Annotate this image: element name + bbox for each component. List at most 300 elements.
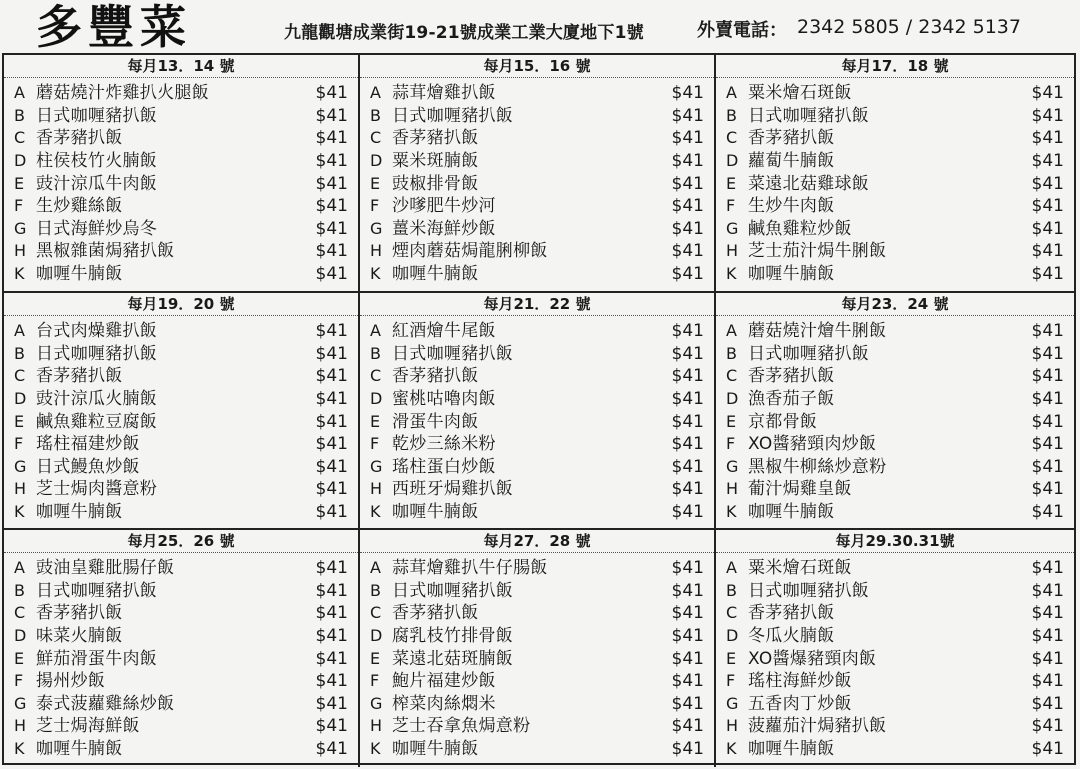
menu-item-name: 蒜茸燴雞扒牛仔腸飯: [392, 558, 548, 579]
menu-item-name: 香茅豬扒飯: [36, 366, 123, 387]
menu-item-price: $41: [1031, 648, 1064, 669]
menu-item: [4, 557, 358, 580]
menu-item-list: [716, 553, 1074, 760]
menu-item-price: $41: [315, 716, 348, 737]
menu-item-code: F: [370, 434, 380, 454]
menu-item: [360, 240, 714, 263]
menu-item-code: D: [14, 626, 27, 646]
menu-item-name: 煙肉蘑菇焗龍脷柳飯: [392, 241, 548, 262]
menu-item-name: 日式咖喱豬扒飯: [36, 343, 158, 364]
menu-item-name: 豉油皇雞肶腸仔飯: [36, 558, 175, 579]
menu-item: [4, 105, 358, 128]
menu-item-price: $41: [1031, 83, 1064, 104]
menu-item-price: $41: [671, 603, 704, 624]
menu-item-code: H: [370, 241, 383, 261]
menu-item: [360, 557, 714, 580]
menu-item-price: $41: [671, 434, 704, 455]
menu-item-code: B: [726, 105, 737, 125]
menu-item-name: 香茅豬扒飯: [748, 366, 835, 387]
menu-item-price: $41: [315, 128, 348, 149]
menu-section-title: 每月23．24 號: [716, 293, 1074, 316]
menu-item: [716, 625, 1074, 648]
menu-item-name: 香茅豬扒飯: [392, 366, 479, 387]
menu-item-code: K: [14, 264, 25, 284]
menu-item-price: $41: [1031, 366, 1064, 387]
menu-item: [716, 456, 1074, 479]
menu-item: [360, 365, 714, 388]
menu-item-code: C: [726, 603, 738, 623]
menu-item-price: $41: [671, 502, 704, 523]
menu-section-title: 每月19．20 號: [4, 293, 358, 316]
menu-item-price: $41: [1031, 456, 1064, 477]
menu-item-price: $41: [1031, 241, 1064, 262]
menu-item-name: 榨菜肉絲燜米: [392, 693, 496, 714]
menu-item-code: D: [370, 389, 383, 409]
menu-section: [4, 530, 360, 767]
menu-item: [4, 343, 358, 366]
menu-item-code: C: [370, 128, 382, 148]
menu-item-name: 芝士吞拿魚焗意粉: [392, 716, 531, 737]
menu-item-name: 日式鰻魚炒飯: [36, 456, 140, 477]
menu-item-name: 菜遠北菇雞球飯: [748, 173, 870, 194]
menu-item-price: $41: [315, 105, 348, 126]
menu-section: [716, 530, 1074, 767]
menu-item-code: K: [14, 739, 25, 759]
menu-item-code: H: [370, 716, 383, 736]
menu-item-price: $41: [1031, 671, 1064, 692]
menu-item-code: G: [14, 693, 27, 713]
menu-item: [4, 693, 358, 716]
menu-item-code: C: [726, 128, 738, 148]
menu-item-code: K: [14, 502, 25, 522]
menu-item-list: [716, 78, 1074, 285]
menu-item-name: 咖喱牛腩飯: [748, 264, 835, 285]
menu-item-name: 沙嗲肥牛炒河: [392, 196, 496, 217]
menu-item-name: 蘿蔔牛腩飯: [748, 151, 835, 172]
menu-item: [4, 715, 358, 738]
menu-item-name: 台式肉燥雞扒飯: [36, 321, 158, 342]
menu-item: [4, 218, 358, 241]
menu-item-code: D: [14, 151, 27, 171]
menu-item-price: $41: [671, 151, 704, 172]
menu-item: [360, 602, 714, 625]
menu-item-name: 豉汁涼瓜火腩飯: [36, 389, 158, 410]
restaurant-address: 九龍觀塘成業街19-21號成業工業大廈地下1號: [284, 23, 644, 43]
menu-section-title: 每月27．28 號: [360, 530, 714, 553]
menu-item: [4, 602, 358, 625]
menu-item-code: E: [370, 648, 381, 668]
menu-section: [360, 55, 716, 293]
menu-item-code: K: [370, 502, 381, 522]
menu-item-price: $41: [1031, 218, 1064, 239]
menu-item: [716, 501, 1074, 524]
menu-item-name: 日式咖喱豬扒飯: [748, 105, 870, 126]
menu-item-price: $41: [315, 389, 348, 410]
menu-item: [4, 82, 358, 105]
menu-item-price: $41: [315, 264, 348, 285]
menu-item-price: $41: [1031, 603, 1064, 624]
menu-item-name: 鹹魚雞粒炒飯: [748, 218, 852, 239]
menu-item-name: 西班牙焗雞扒飯: [392, 479, 514, 500]
menu-item-name: XO醬爆豬頸肉飯: [748, 648, 877, 669]
menu-item-code: E: [370, 173, 381, 193]
menu-item-code: D: [370, 626, 383, 646]
menu-item: [4, 127, 358, 150]
menu-item-price: $41: [671, 456, 704, 477]
menu-item: [4, 478, 358, 501]
menu-item-code: C: [14, 366, 26, 386]
menu-item-code: F: [370, 671, 380, 691]
menu-item: [716, 478, 1074, 501]
phone-numbers: 2342 5805 / 2342 5137: [797, 16, 1021, 38]
menu-item: [4, 738, 358, 761]
menu-item-code: B: [370, 343, 381, 363]
menu-item-name: 豉椒排骨飯: [392, 173, 479, 194]
menu-item-price: $41: [671, 739, 704, 760]
menu-item: [4, 195, 358, 218]
menu-item: [716, 602, 1074, 625]
restaurant-logo: 多豐菜: [36, 0, 192, 54]
menu-item-code: H: [14, 479, 27, 499]
menu-item-code: H: [726, 241, 739, 261]
menu-item-code: A: [726, 321, 737, 341]
menu-item-name: 咖喱牛腩飯: [748, 739, 835, 760]
menu-item-price: $41: [315, 739, 348, 760]
menu-item-list: [4, 316, 358, 523]
menu-section-title: 每月25．26 號: [4, 530, 358, 553]
menu-item-name: 揚州炒飯: [36, 671, 106, 692]
menu-item-code: D: [726, 151, 739, 171]
menu-item-price: $41: [1031, 389, 1064, 410]
menu-item-price: $41: [315, 626, 348, 647]
menu-section-title: 每月13．14 號: [4, 55, 358, 78]
menu-item: [716, 670, 1074, 693]
menu-item-price: $41: [315, 693, 348, 714]
menu-section-title: 每月29.30.31號: [716, 530, 1074, 553]
menu-item-code: G: [370, 693, 383, 713]
menu-item-price: $41: [1031, 716, 1064, 737]
menu-item: [360, 478, 714, 501]
menu-item-price: $41: [671, 218, 704, 239]
menu-item-price: $41: [1031, 151, 1064, 172]
menu-item-list: [360, 78, 714, 285]
menu-item-code: A: [14, 321, 25, 341]
menu-item: [716, 343, 1074, 366]
menu-item-price: $41: [315, 603, 348, 624]
menu-item-price: $41: [671, 173, 704, 194]
menu-item-price: $41: [315, 558, 348, 579]
menu-item: [360, 388, 714, 411]
menu-item-price: $41: [315, 502, 348, 523]
menu-item-name: 菜遠北菇斑腩飯: [392, 648, 514, 669]
menu-item-name: 咖喱牛腩飯: [748, 502, 835, 523]
menu-item-code: H: [14, 716, 27, 736]
menu-item-name: 咖喱牛腩飯: [36, 502, 123, 523]
menu-item-price: $41: [671, 241, 704, 262]
menu-item-code: C: [14, 128, 26, 148]
menu-item-code: G: [370, 456, 383, 476]
menu-item-price: $41: [315, 671, 348, 692]
menu-item-name: 生炒雞絲飯: [36, 196, 123, 217]
menu-item-code: G: [726, 693, 739, 713]
menu-item-code: K: [726, 264, 737, 284]
menu-item-list: [4, 78, 358, 285]
menu-item-code: F: [14, 196, 24, 216]
menu-item-price: $41: [315, 580, 348, 601]
menu-item-name: 粟米斑腩飯: [392, 151, 479, 172]
menu-item-name: 豉汁涼瓜牛肉飯: [36, 173, 158, 194]
menu-item-code: D: [726, 389, 739, 409]
menu-item: [360, 263, 714, 286]
phone-label: 外賣電話：: [697, 20, 787, 41]
menu-item-price: $41: [315, 83, 348, 104]
menu-grid: [2, 53, 1076, 765]
menu-item-price: $41: [1031, 580, 1064, 601]
menu-item: [716, 320, 1074, 343]
menu-item: [360, 580, 714, 603]
menu-item-code: F: [726, 671, 736, 691]
menu-item: [716, 738, 1074, 761]
menu-item-price: $41: [1031, 196, 1064, 217]
menu-item-price: $41: [671, 693, 704, 714]
menu-item-code: E: [726, 648, 737, 668]
menu-item-price: $41: [315, 241, 348, 262]
menu-item-name: 咖喱牛腩飯: [36, 739, 123, 760]
menu-item-price: $41: [1031, 343, 1064, 364]
menu-item-price: $41: [1031, 105, 1064, 126]
menu-item-code: F: [14, 671, 24, 691]
menu-item-price: $41: [315, 479, 348, 500]
menu-item-code: B: [14, 343, 25, 363]
menu-item-price: $41: [1031, 693, 1064, 714]
menu-item-name: 蜜桃咕嚕肉飯: [392, 389, 496, 410]
menu-item-code: K: [370, 264, 381, 284]
menu-item-name: 瑤柱海鮮炒飯: [748, 671, 852, 692]
menu-item-name: 日式咖喱豬扒飯: [392, 105, 514, 126]
menu-item: [360, 625, 714, 648]
menu-item-name: 香茅豬扒飯: [36, 128, 123, 149]
menu-item-name: 鮮茄滑蛋牛肉飯: [36, 648, 158, 669]
menu-item-code: E: [370, 411, 381, 431]
menu-item-name: 柱侯枝竹火腩飯: [36, 151, 158, 172]
menu-item: [360, 218, 714, 241]
menu-item-name: 咖喱牛腩飯: [392, 264, 479, 285]
menu-item-name: 鮑片福建炒飯: [392, 671, 496, 692]
menu-item-name: 咖喱牛腩飯: [392, 502, 479, 523]
menu-header: [0, 0, 1080, 52]
menu-item: [716, 240, 1074, 263]
menu-item: [4, 456, 358, 479]
menu-item-name: 咖喱牛腩飯: [392, 739, 479, 760]
menu-item: [716, 557, 1074, 580]
menu-item-name: 日式咖喱豬扒飯: [36, 105, 158, 126]
menu-item-code: C: [370, 366, 382, 386]
menu-item-code: F: [14, 434, 24, 454]
menu-item: [360, 195, 714, 218]
menu-item-name: 蘑菇燒汁炸雞扒火腿飯: [36, 83, 209, 104]
menu-item: [716, 715, 1074, 738]
menu-item: [716, 150, 1074, 173]
menu-item: [360, 320, 714, 343]
menu-item-price: $41: [315, 151, 348, 172]
menu-item-code: D: [370, 151, 383, 171]
menu-item-price: $41: [315, 343, 348, 364]
menu-item-name: 葡汁焗雞皇飯: [748, 479, 852, 500]
menu-item: [360, 150, 714, 173]
menu-item: [716, 127, 1074, 150]
menu-item-name: 鹹魚雞粒豆腐飯: [36, 411, 158, 432]
menu-item-code: A: [370, 558, 381, 578]
menu-item-name: 蒜茸燴雞扒飯: [392, 83, 496, 104]
menu-item-price: $41: [1031, 128, 1064, 149]
menu-item-price: $41: [1031, 558, 1064, 579]
menu-item: [360, 670, 714, 693]
menu-item-price: $41: [315, 173, 348, 194]
menu-item: [4, 150, 358, 173]
menu-item: [4, 388, 358, 411]
menu-item: [360, 433, 714, 456]
menu-item-price: $41: [315, 434, 348, 455]
menu-item-name: 香茅豬扒飯: [748, 128, 835, 149]
menu-item: [4, 580, 358, 603]
menu-section: [4, 293, 360, 530]
menu-item: [716, 693, 1074, 716]
menu-section-title: 每月17．18 號: [716, 55, 1074, 78]
menu-item-price: $41: [671, 626, 704, 647]
menu-item: [4, 365, 358, 388]
menu-item-price: $41: [671, 716, 704, 737]
menu-item-price: $41: [1031, 264, 1064, 285]
menu-item-name: 黑椒牛柳絲炒意粉: [748, 456, 887, 477]
menu-item-name: 滑蛋牛肉飯: [392, 411, 479, 432]
menu-item-code: B: [370, 105, 381, 125]
menu-item: [360, 715, 714, 738]
menu-item-code: A: [14, 83, 25, 103]
menu-item-code: B: [370, 580, 381, 600]
menu-item: [360, 172, 714, 195]
menu-item-code: G: [726, 218, 739, 238]
menu-item-code: E: [14, 411, 25, 431]
menu-section: [360, 530, 716, 767]
menu-item-list: [360, 553, 714, 760]
menu-item-name: 日式咖喱豬扒飯: [748, 580, 870, 601]
menu-item-name: 香茅豬扒飯: [392, 603, 479, 624]
menu-item-price: $41: [671, 196, 704, 217]
menu-item-name: 日式咖喱豬扒飯: [392, 343, 514, 364]
menu-item: [4, 647, 358, 670]
menu-item-code: D: [726, 626, 739, 646]
menu-item-code: K: [370, 739, 381, 759]
menu-item-code: E: [14, 648, 25, 668]
menu-item-name: 薑米海鮮炒飯: [392, 218, 496, 239]
menu-item: [716, 172, 1074, 195]
menu-item-name: 腐乳枝竹排骨飯: [392, 626, 514, 647]
menu-item: [716, 433, 1074, 456]
menu-item-name: 生炒牛肉飯: [748, 196, 835, 217]
menu-item-code: H: [14, 241, 27, 261]
menu-item-price: $41: [671, 128, 704, 149]
menu-item: [716, 218, 1074, 241]
menu-item-price: $41: [1031, 739, 1064, 760]
menu-item-name: 菠蘿茄汁焗豬扒飯: [748, 716, 887, 737]
menu-item: [360, 127, 714, 150]
menu-item-name: 芝士焗海鮮飯: [36, 716, 140, 737]
menu-item-price: $41: [315, 648, 348, 669]
menu-item-price: $41: [671, 411, 704, 432]
menu-item-list: [360, 316, 714, 523]
menu-item-name: 香茅豬扒飯: [36, 603, 123, 624]
menu-item-price: $41: [671, 671, 704, 692]
menu-item-price: $41: [671, 83, 704, 104]
menu-item: [360, 82, 714, 105]
menu-item-name: 芝士焗肉醬意粉: [36, 479, 158, 500]
menu-item-code: C: [726, 366, 738, 386]
menu-item-code: B: [14, 580, 25, 600]
menu-item: [360, 343, 714, 366]
menu-item-name: 泰式菠蘿雞絲炒飯: [36, 693, 175, 714]
menu-item-name: 京都骨飯: [748, 411, 818, 432]
menu-item: [4, 240, 358, 263]
menu-item-code: A: [370, 83, 381, 103]
menu-item-price: $41: [671, 105, 704, 126]
menu-item-code: A: [726, 83, 737, 103]
menu-item-price: $41: [315, 411, 348, 432]
menu-item: [716, 580, 1074, 603]
menu-item-code: A: [14, 558, 25, 578]
menu-item: [360, 456, 714, 479]
menu-item-price: $41: [315, 321, 348, 342]
menu-item-price: $41: [1031, 411, 1064, 432]
menu-item-price: $41: [315, 366, 348, 387]
menu-item-code: G: [14, 456, 27, 476]
menu-item-code: A: [370, 321, 381, 341]
menu-item: [4, 172, 358, 195]
menu-item-list: [716, 316, 1074, 523]
menu-item-name: 冬瓜火腩飯: [748, 626, 835, 647]
menu-item-code: B: [726, 343, 737, 363]
menu-item: [716, 195, 1074, 218]
menu-item-price: $41: [671, 343, 704, 364]
menu-item-code: C: [14, 603, 26, 623]
menu-item-name: 五香肉丁炒飯: [748, 693, 852, 714]
menu-item: [4, 670, 358, 693]
menu-item-code: E: [726, 173, 737, 193]
menu-item-name: 香茅豬扒飯: [748, 603, 835, 624]
menu-item-name: 瑤柱蛋白炒飯: [392, 456, 496, 477]
menu-item: [360, 410, 714, 433]
menu-item-code: F: [726, 434, 736, 454]
menu-item-price: $41: [671, 648, 704, 669]
menu-item: [360, 738, 714, 761]
menu-section: [716, 55, 1074, 293]
menu-section-title: 每月21．22 號: [360, 293, 714, 316]
menu-item-code: G: [14, 218, 27, 238]
menu-item-price: $41: [671, 580, 704, 601]
menu-item-name: 芝士茄汁焗牛脷飯: [748, 241, 887, 262]
menu-item: [360, 501, 714, 524]
menu-item-price: $41: [1031, 173, 1064, 194]
menu-item: [4, 433, 358, 456]
menu-item-code: F: [370, 196, 380, 216]
menu-item: [716, 263, 1074, 286]
menu-item-price: $41: [671, 321, 704, 342]
menu-item-code: G: [726, 456, 739, 476]
menu-item-name: 漁香茄子飯: [748, 389, 835, 410]
menu-item-price: $41: [315, 196, 348, 217]
menu-item-code: D: [14, 389, 27, 409]
menu-item-price: $41: [315, 218, 348, 239]
menu-item-name: 咖喱牛腩飯: [36, 264, 123, 285]
